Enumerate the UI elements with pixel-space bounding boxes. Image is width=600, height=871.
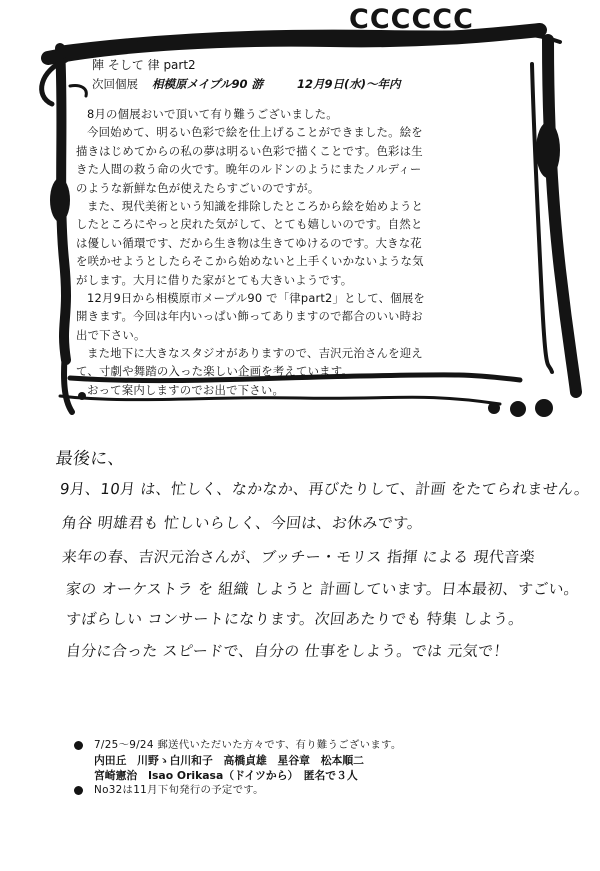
thanks-names-line: 宮崎憲治 Isao Orikasa（ドイツから） 匿名で３人 [94, 769, 358, 782]
ink-dot-1 [488, 402, 500, 414]
header-brush-accent [70, 85, 86, 96]
frame-top-thin-stroke [58, 32, 560, 48]
frame-right-stroke [548, 40, 576, 392]
next-issue-note [74, 783, 574, 798]
exhibition-venue: 相模原メイプル90 游 [152, 77, 263, 91]
handwritten-line: すばらしい コンサートになります。次回あたりでも 特集 しよう。 [65, 610, 525, 628]
handwritten-line: 角谷 明雄君も 忙しいらしく、今回は、お休みです。 [61, 514, 424, 532]
handwritten-line: 自分に合った スピードで、自分の 仕事をしよう。では 元気で！ [65, 642, 510, 660]
body-line: 開きます。今回は年内いっぱい飾ってありますので都合のいい時お [76, 309, 423, 324]
body-line: がします。大月に借りた家がとても大きいようです。 [76, 272, 353, 287]
body-line: また地下に大きなスタジオがありますので、吉沢元治さんを迎え [87, 346, 423, 361]
body-line: 8月の個展おいで頂いて有り難うございました。 [87, 107, 338, 121]
exhibition-title: 陣 そして 律 part2 [92, 58, 196, 72]
body-line: おって案内しますのでお出で下さい。 [87, 382, 285, 397]
corner-c-marks: CCCCCC [349, 4, 474, 35]
next-exhibition-label: 次回個展 [92, 77, 138, 91]
frame-blotch-left [50, 178, 70, 222]
thanks-intro: 7/25〜9/24 郵送代いただいた方々です、有り難うございます。 [94, 739, 402, 751]
body-line: また、現代美術という知識を排除したところから絵を始めようと [87, 198, 424, 213]
body-line: きた人間の救う命の火です。晩年のルドンのようにまたノルディー [76, 162, 422, 177]
frame-blotch-right [536, 122, 560, 178]
frame-right-inner-stroke [532, 64, 552, 372]
thanks-names-line: 内田丘 川野ゝ白川和子 高橋貞雄 星谷章 松本順二 [94, 754, 364, 767]
handwritten-line: 来年の春、吉沢元治さんが、ブッチー・モリス 指揮 による 現代音楽 [61, 548, 536, 566]
exhibition-info [92, 76, 401, 92]
bullet-icon [74, 741, 83, 750]
bullet-icon [74, 786, 83, 795]
typed-letter-body [76, 105, 506, 399]
thanks-note [74, 738, 574, 753]
body-line: 出で下さい。 [76, 327, 146, 342]
body-line: は優しい循環です、だから生き物は生きてゆけるのです。大きな花 [76, 235, 422, 250]
body-line: 今回始めて、明るい色彩で絵を仕上げることができました。絵を [87, 125, 423, 140]
frame-left-curl [42, 60, 66, 104]
body-line: 描きはじめてからの私の夢は明るい色彩で描くことです。色彩は生 [76, 143, 423, 158]
ink-dot-3 [535, 399, 553, 417]
handwritten-line: 9月、10月 は、忙しく、なかなか、再びたりして、計画 をたてられません。 [59, 480, 591, 498]
next-issue-text: No32は11月下旬発行の予定です。 [94, 784, 264, 796]
body-line: 12月9日から相模原市メープル90 で「律part2」として、個展を [87, 290, 425, 305]
frame-left-drip [64, 340, 72, 412]
exhibition-date: 12月9日(水)〜年内 [296, 77, 401, 91]
frame-left-stroke [60, 48, 66, 360]
handwritten-line: 最後に、 [54, 449, 126, 469]
body-line: したところにやっと戻れた気がして、とても嬉しいのです。自然と [76, 217, 423, 232]
ink-dot-2 [510, 401, 526, 417]
handwritten-line: 家の オーケストラ を 組織 しようと 計画しています。日本最初、すごい。 [65, 580, 581, 598]
body-line: て、寸劇や舞踏の入った楽しい企画を考えています。 [76, 364, 354, 379]
footer-notes [74, 738, 574, 798]
body-line: を咲かせようとしたらそこから始めないと上手くいかないような気 [76, 254, 424, 269]
body-line: のような新鮮な色が使えたらすごいのですが。 [76, 180, 320, 195]
